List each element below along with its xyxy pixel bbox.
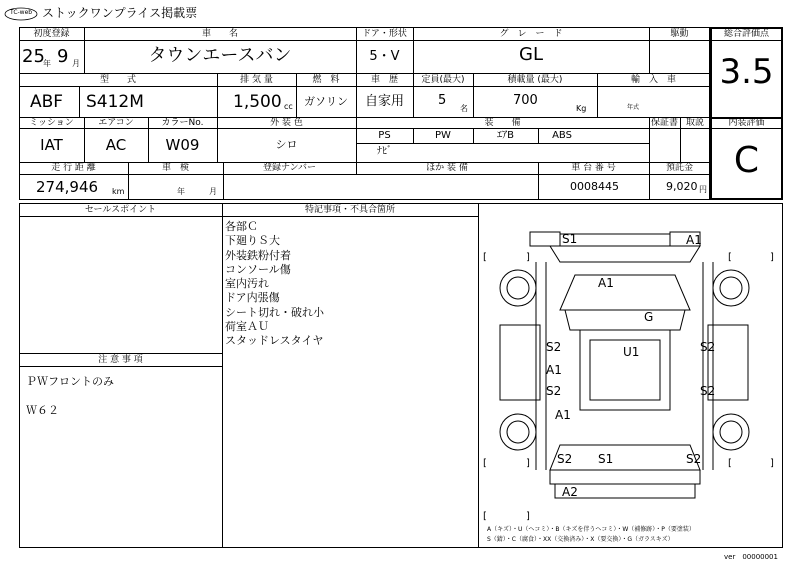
label-grade: グ レ ー ド <box>499 29 563 39</box>
caution-note: ＰＷフロントのみ <box>26 375 114 388</box>
remark-item: コンソール傷 <box>225 262 291 276</box>
bracket-label: ] <box>526 458 530 469</box>
label-interior-score: 内装評価 <box>728 118 765 128</box>
label-warranty: 保証書 <box>650 118 678 128</box>
equip-ps: PS <box>378 130 391 141</box>
mark-label: A1 <box>546 363 562 377</box>
first-reg-month: 9 <box>57 46 69 67</box>
price-unit: 円 <box>699 185 707 194</box>
grade-value: GL <box>519 44 543 65</box>
inspection-year: 年 <box>177 187 185 196</box>
mark-label: G <box>644 310 654 324</box>
remark-item: 各部Ｃ <box>225 220 258 233</box>
label-drive: 駆動 <box>670 29 689 39</box>
label-mission: ミッション <box>29 118 74 128</box>
mark-label: A1 <box>555 408 571 422</box>
label-remarks: 特記事項・不具合箇所 <box>304 205 395 215</box>
label-history: 車 歴 <box>370 75 398 85</box>
label-car-name: 車 名 <box>201 29 238 39</box>
aircon-value: AC <box>105 136 127 154</box>
bracket-label: [ <box>728 252 732 263</box>
remark-item: 室内汚れ <box>225 277 269 291</box>
label-first-reg: 初度登録 <box>33 29 70 39</box>
label-plate: 登録ナンバー <box>263 163 316 173</box>
remark-item: 外装鉄粉付着 <box>225 248 291 262</box>
label-load: 積載量 (最大) <box>507 75 563 85</box>
label-caution: 注 意 事 項 <box>98 355 143 365</box>
bracket-label: ] <box>770 252 774 263</box>
mark-label: A2 <box>562 485 578 499</box>
load-unit: Kg <box>576 104 587 113</box>
price-value: 9,020 <box>666 180 698 193</box>
bracket-label: ] <box>770 458 774 469</box>
mark-label: S2 <box>700 340 716 354</box>
equip-pw: PW <box>435 130 451 141</box>
first-reg-year: 25 <box>22 46 45 67</box>
legend-line-1: A（キズ）・U（ヘコミ）・B（キズを伴うヘコミ）・W（補修跡）・P（要塗装） <box>487 526 695 533</box>
import-model-year: 年式 <box>627 104 640 111</box>
mark-label: A1 <box>598 276 614 290</box>
label-fuel: 燃 料 <box>312 75 340 85</box>
remark-item: 下廻りＳ大 <box>225 234 280 248</box>
overall-score-value: 3.5 <box>719 52 774 92</box>
label-color-no: カラーNo. <box>161 118 204 128</box>
first-reg-month-unit: 月 <box>72 59 80 68</box>
label-overall-score: 総合評価点 <box>723 29 769 39</box>
mark-label: S1 <box>562 232 578 246</box>
remarks-list <box>225 220 324 349</box>
mission-value: IAT <box>40 136 63 154</box>
label-mileage: 走 行 距 離 <box>51 163 96 173</box>
history-value: 自家用 <box>364 94 404 109</box>
mark-label: S2 <box>546 340 562 354</box>
caution-note: Ｗ６２ <box>26 404 59 417</box>
chassis-no-value: 0008445 <box>570 180 619 193</box>
model-value: S412M <box>86 92 144 112</box>
label-capacity: 定員(最大) <box>421 75 465 85</box>
fuel-value: ガソリン <box>304 95 348 108</box>
page-title: ストックワンプライス掲載票 <box>42 6 198 20</box>
label-import: 輸 入 車 <box>630 75 676 85</box>
label-equipment: 装 備 <box>484 118 521 128</box>
inspection-month: 月 <box>209 187 217 196</box>
remark-item: 荷室ＡＵ <box>225 320 269 334</box>
bracket-label: ] <box>526 511 530 522</box>
capacity-unit: 名 <box>460 104 468 113</box>
displacement-value: 1,500 <box>233 92 282 112</box>
label-price: 預託金 <box>665 163 693 173</box>
remark-item: シート切れ・破れ小 <box>225 305 324 319</box>
load-value: 700 <box>513 93 538 108</box>
label-chassis-no: 車 台 番 号 <box>571 163 616 173</box>
label-displacement: 排 気 量 <box>240 75 273 85</box>
brand-logo-text: TC-web <box>10 9 33 16</box>
door-value: 5・V <box>369 49 400 64</box>
version-label: ver 00000001 <box>724 553 778 561</box>
equip-navi: ﾅﾋﾞ <box>377 146 392 157</box>
equip-airbag: ｴｱB <box>497 130 514 141</box>
label-sales-point: セールスポイント <box>84 205 157 215</box>
color-no-value: W09 <box>165 136 200 154</box>
label-model: 型 式 <box>99 75 136 85</box>
label-manual: 取説 <box>685 118 704 128</box>
exterior-color-value: シロ <box>275 138 298 151</box>
car-name-value: タウンエースバン <box>148 45 292 66</box>
displacement-unit: cc <box>284 102 293 111</box>
label-door-shape: ドア・形状 <box>362 29 407 39</box>
bracket-label: [ <box>483 511 487 522</box>
equip-abs: ABS <box>552 130 572 141</box>
remark-item: スタッドレスタイヤ <box>225 334 324 348</box>
label-other-equipment: ほか 装 備 <box>426 163 468 173</box>
label-aircon: エアコン <box>98 118 134 128</box>
mark-label: S2 <box>546 384 562 398</box>
legend-line-2: S（錆）・C（腐食）・XX（交換済み）・X（要交換）・G（ガラスキズ） <box>487 536 674 543</box>
interior-score-value: C <box>733 140 760 181</box>
bracket-label: [ <box>728 458 732 469</box>
mark-label: A1 <box>686 233 702 247</box>
label-exterior-color: 外 装 色 <box>270 118 303 128</box>
bracket-label: [ <box>483 458 487 469</box>
model-prefix: ABF <box>30 92 64 112</box>
mark-label: S2 <box>557 452 573 466</box>
brand-logo <box>4 6 38 20</box>
mark-label: S1 <box>598 452 614 466</box>
car-inspection-diagram <box>479 204 782 547</box>
label-inspection: 車 検 <box>161 163 189 173</box>
mileage-value: 274,946 <box>36 178 99 196</box>
bracket-label: [ <box>483 252 487 263</box>
mark-label: S2 <box>700 384 716 398</box>
diagram-marks <box>546 232 715 499</box>
mark-label: U1 <box>623 345 640 359</box>
capacity-value: 5 <box>438 93 447 108</box>
mark-label: S2 <box>686 452 702 466</box>
remark-item: ドア内張傷 <box>225 291 280 305</box>
first-reg-year-unit: 年 <box>43 59 51 68</box>
bracket-label: ] <box>526 252 530 263</box>
mileage-unit: km <box>112 187 125 196</box>
